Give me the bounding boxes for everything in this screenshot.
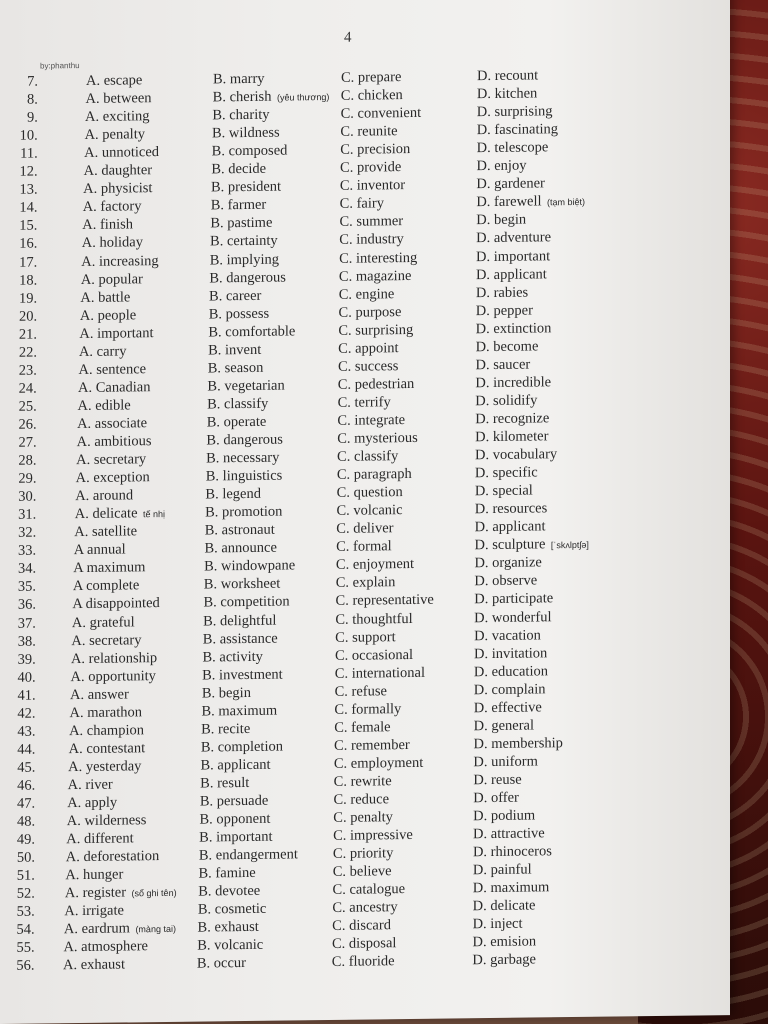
question-number: 10. [19,127,38,144]
option-a: A. finish [82,216,133,234]
option-d: D. recount [477,67,539,85]
option-c: C. enjoyment [335,556,415,574]
option-c: C. purpose [338,303,402,321]
option-d: D. effective [473,699,542,716]
option-c: C. reduce [333,791,390,808]
option-b: B. endangerment [198,846,298,864]
option-c: C. thoughtful [335,610,413,628]
option-a: A. different [66,830,134,848]
option-a: A. carry [78,343,127,360]
option-a: A. irrigate [64,902,124,920]
option-a: A annual [73,541,126,559]
question-number: 17. [19,254,38,271]
option-a: A. between [85,90,152,108]
option-b: B. implying [209,251,279,268]
option-a: A. Canadian [78,379,151,396]
option-d: D. pepper [475,302,533,319]
option-d: D. resources [474,500,548,518]
option-c: C. convenient [340,104,422,122]
question-number: 24. [18,380,37,397]
option-a: A. around [75,487,134,505]
question-number: 29. [18,470,37,487]
option-c: C. support [335,628,396,646]
question-number: 34. [17,560,37,578]
option-c: C. employment [333,754,424,772]
option-b: B. decide [211,160,267,178]
option-b: B. begin [201,684,251,702]
option-b: B. astronaut [204,521,275,539]
option-d: D. specific [474,464,538,482]
option-a: A. edible [77,397,131,414]
option-b: B. worksheet [203,575,281,593]
question-number: 46. [17,777,36,794]
question-number: 50. [16,849,35,866]
option-b: B. charity [212,106,270,124]
option-c: C. pedestrian [337,375,415,393]
question-number: 27. [18,434,37,451]
option-b: B. dangerous [206,431,283,449]
question-number: 14. [19,199,38,217]
option-c: C. inventor [339,177,406,195]
option-c: C. question [336,484,403,502]
option-d: D. wonderful [474,608,552,626]
option-b: B. president [211,178,282,196]
option-c: C. paragraph [336,466,412,483]
option-c: C. integrate [337,411,406,429]
option-b: B. composed [211,142,288,160]
option-a: A. relationship [70,649,158,667]
option-a: A. unnoticed [84,144,160,162]
option-c: C. appoint [338,339,399,357]
option-a: A. escape [86,72,143,89]
question-number: 39. [17,651,36,668]
option-c: C. precision [340,141,411,159]
option-c: C. chicken [340,87,403,104]
option-b: B. necessary [206,449,280,467]
option-d: D. special [474,482,533,500]
question-number: 8. [27,91,38,108]
question-number: 36. [17,596,36,614]
option-b: B. career [209,287,262,305]
option-c: C. deliver [336,520,394,538]
option-a: A. hunger [65,866,124,884]
option-c: C. fluoride [331,953,395,971]
option-a: A. delicate tế nhị [74,505,166,523]
option-b: B. applicant [200,756,271,774]
option-b: B. delightful [203,612,277,630]
option-c: C. terrify [337,394,391,411]
option-d: D. enjoy [476,157,527,175]
option-c: C. priority [332,845,394,863]
question-number: 32. [18,524,37,542]
question-number: 37. [17,615,36,632]
option-b: B. operate [206,413,267,431]
option-c: C. formally [334,700,402,718]
question-number: 52. [16,885,35,903]
option-c: C. ancestry [332,899,398,917]
question-number: 42. [17,705,36,722]
option-c: C. rewrite [333,773,392,790]
option-a: A. people [79,306,137,324]
option-d: D. vocabulary [475,446,558,464]
question-number: 51. [16,867,35,884]
option-a: A. eardrum (màng tai) [63,920,176,938]
option-c: C. interesting [339,249,418,267]
option-a: A. ambitious [76,433,152,451]
option-d-note: (tạm biệt) [544,197,586,208]
option-d: D. attractive [473,825,545,843]
option-c: C. classify [337,448,399,465]
question-number: 23. [18,362,37,379]
question-number: 56. [16,958,35,975]
option-d: D. fascinating [476,121,559,139]
option-d: D. observe [474,572,538,590]
author-credit: by:phanthu [40,61,80,71]
option-c: C. refuse [334,682,387,700]
option-c: C. surprising [338,321,414,339]
question-number: 43. [17,723,36,740]
question-number: 11. [20,145,38,162]
option-a: A. apply [67,794,118,812]
option-b: B. dangerous [209,269,286,286]
question-number: 16. [19,235,38,253]
option-c: C. occasional [334,646,414,664]
option-b: B. wildness [212,124,280,142]
option-d: D. surprising [476,103,553,121]
option-c: C. reunite [340,123,398,140]
option-a: A. penalty [84,126,145,144]
option-b: B. competition [203,593,290,611]
option-c: C. remember [334,736,410,754]
option-d: D. invitation [473,644,548,662]
question-number: 31. [18,506,37,523]
option-d: D. membership [473,734,563,753]
option-b: B. possess [208,305,270,323]
option-b: B. occur [196,955,246,973]
question-number: 26. [18,416,37,433]
option-d: D. recognize [475,410,550,428]
option-d: D. rhinoceros [472,843,552,861]
option-b: B. volcanic [197,937,264,954]
option-b: B. assistance [202,630,278,648]
question-number: 15. [19,217,38,235]
option-d: D. general [473,717,534,735]
question-number: 40. [17,669,36,686]
option-b: B. recite [201,720,251,738]
option-a: A. sentence [78,361,147,378]
option-c: C. representative [335,592,434,610]
option-b: B. completion [200,738,283,756]
option-d: D. saucer [475,356,531,373]
question-number: 54. [16,921,35,939]
option-b: B. farmer [210,197,267,214]
option-d: D. kitchen [476,85,538,103]
question-number: 13. [19,181,38,199]
option-d: D. solidify [475,392,538,410]
option-a: A maximum [73,559,146,577]
option-b: B. maximum [201,702,278,720]
option-d: D. vacation [474,626,541,644]
option-c: C. provide [340,159,402,177]
option-a: A. register (sổ ghi tên) [64,884,177,902]
option-b: B. activity [202,648,263,666]
page-number: 4 [344,29,352,46]
option-d: D. begin [476,211,527,229]
question-number: 30. [18,488,37,505]
option-d: D. maximum [472,879,550,897]
option-c: C. explain [335,574,396,592]
option-d: D. gardener [476,175,545,193]
option-a: A. secretary [76,451,147,469]
option-d: D. delicate [472,897,536,915]
option-c: C. engine [338,285,395,303]
question-number: 35. [17,578,37,596]
option-b: B. windowpane [204,557,296,575]
option-a: A. important [79,324,154,342]
option-a-note: (sổ ghi tên) [129,888,177,899]
option-d: D. telescope [476,139,549,157]
option-d: D. complain [473,681,546,698]
option-d: D. education [473,662,548,680]
option-a: A. physicist [83,180,153,198]
option-c: C. formal [336,538,392,556]
option-b: B. linguistics [205,467,283,485]
option-c: C. industry [339,231,404,249]
option-a: A. satellite [74,523,138,541]
option-b: B. famine [198,865,256,882]
option-b: B. pastime [210,215,273,232]
option-c: C. prepare [341,69,402,86]
option-c: C. female [334,719,391,736]
option-a: A. factory [82,198,142,216]
option-a: A. river [67,776,113,794]
option-c: C. international [334,664,425,682]
option-b-note: (yêu thương) [274,92,330,103]
option-a: A. marathon [69,704,143,721]
option-a: A. exception [75,469,150,487]
option-a: A. yesterday [68,758,142,776]
option-b: B. persuade [199,792,269,810]
option-b: B. result [200,774,250,792]
option-a-note: (màng tai) [132,924,176,935]
option-d: D. participate [474,590,554,608]
option-d: D. garbage [472,951,536,969]
question-number: 48. [16,813,36,830]
option-b: B. opponent [199,810,271,828]
option-a: A. associate [77,415,148,432]
option-a: A. battle [80,289,131,306]
option-c: C. penalty [333,809,393,826]
option-a: A. answer [70,686,129,703]
option-b: B. comfortable [208,323,296,341]
question-number: 12. [19,163,38,181]
option-b: B. classify [207,395,269,413]
option-d: D. inject [472,915,523,933]
option-b: B. marry [213,70,265,88]
option-d: D. farewell (tạm biệt) [476,193,586,211]
question-number: 22. [18,344,37,361]
option-a: A. secretary [71,631,142,649]
option-a: A. grateful [71,613,135,631]
option-a: A. contestant [68,740,146,758]
option-a: A. atmosphere [63,938,148,956]
option-a: A. popular [80,270,143,288]
question-number: 19. [19,290,38,307]
option-c: C. disposal [331,935,397,953]
option-d: D. adventure [476,229,552,247]
option-c: C. impressive [333,827,413,845]
option-d: D. rabies [475,284,529,301]
option-a: A. holiday [81,234,143,252]
option-b: B. exhaust [197,919,259,936]
option-a: A. exciting [85,108,150,126]
question-number: 55. [16,939,35,957]
option-b: B. promotion [205,503,283,521]
option-a-note: tế nhị [140,509,166,520]
option-c: C. discard [332,917,391,935]
option-d: D. organize [474,554,542,572]
option-d: D. important [476,247,551,265]
option-d-note: [ˈskʌlptʃə] [548,540,589,551]
question-number: 9. [26,109,38,126]
question-number: 53. [16,903,35,921]
option-c: C. catalogue [332,881,406,899]
question-number: 18. [19,272,38,289]
question-number: 28. [18,452,37,469]
question-number: 41. [17,687,36,704]
option-c: C. success [337,357,399,375]
question-number: 45. [17,759,36,776]
option-d: D. sculpture [ˈskʌlptʃə] [474,536,589,554]
option-a: A. champion [69,722,144,739]
option-b: B. announce [204,539,277,557]
option-d: D. emision [472,933,537,951]
question-number: 49. [16,831,36,848]
question-number: 44. [17,741,36,758]
option-a: A disappointed [72,595,160,613]
option-b: B. certainty [210,233,278,250]
question-number: 38. [17,633,36,650]
option-d: D. offer [473,789,519,807]
option-b: B. devotee [198,883,261,900]
option-b: B. cosmetic [197,901,267,918]
option-d: D. uniform [473,753,538,771]
option-d: D. podium [473,807,536,825]
option-d: D. reuse [473,771,522,789]
question-number: 21. [18,326,37,343]
option-a: A. daughter [83,162,153,180]
question-number: 20. [18,308,38,325]
option-b: B. legend [205,485,261,503]
option-b: B. season [207,359,264,377]
option-c: C. magazine [338,267,412,285]
option-b: B. important [199,828,273,846]
option-c: C. believe [332,863,392,881]
option-a: A. wilderness [66,812,147,830]
option-d: D. applicant [474,518,546,536]
option-d: D. applicant [475,265,547,283]
option-a: A. deforestation [65,848,160,866]
option-c: C. fairy [339,195,384,213]
question-number: 7. [27,73,38,90]
option-b: B. vegetarian [207,377,285,395]
option-a: A. exhaust [62,956,125,974]
option-a: A. increasing [81,252,159,270]
option-b: B. invent [208,341,262,359]
option-c: C. summer [339,213,404,231]
option-d: D. incredible [475,374,552,392]
option-d: D. painful [472,861,532,879]
option-d: D. become [475,338,539,355]
question-number: 25. [18,398,37,415]
question-number: 33. [18,542,37,560]
option-c: C. volcanic [336,502,403,520]
option-a: A complete [72,577,140,595]
option-d: D. extinction [475,319,552,337]
option-a: A. opportunity [70,667,156,685]
option-d: D. kilometer [475,428,549,446]
option-b: B. cherish (yêu thương) [212,88,330,106]
question-number: 47. [17,795,36,812]
option-b: B. investment [202,666,283,684]
option-c: C. mysterious [337,429,418,447]
